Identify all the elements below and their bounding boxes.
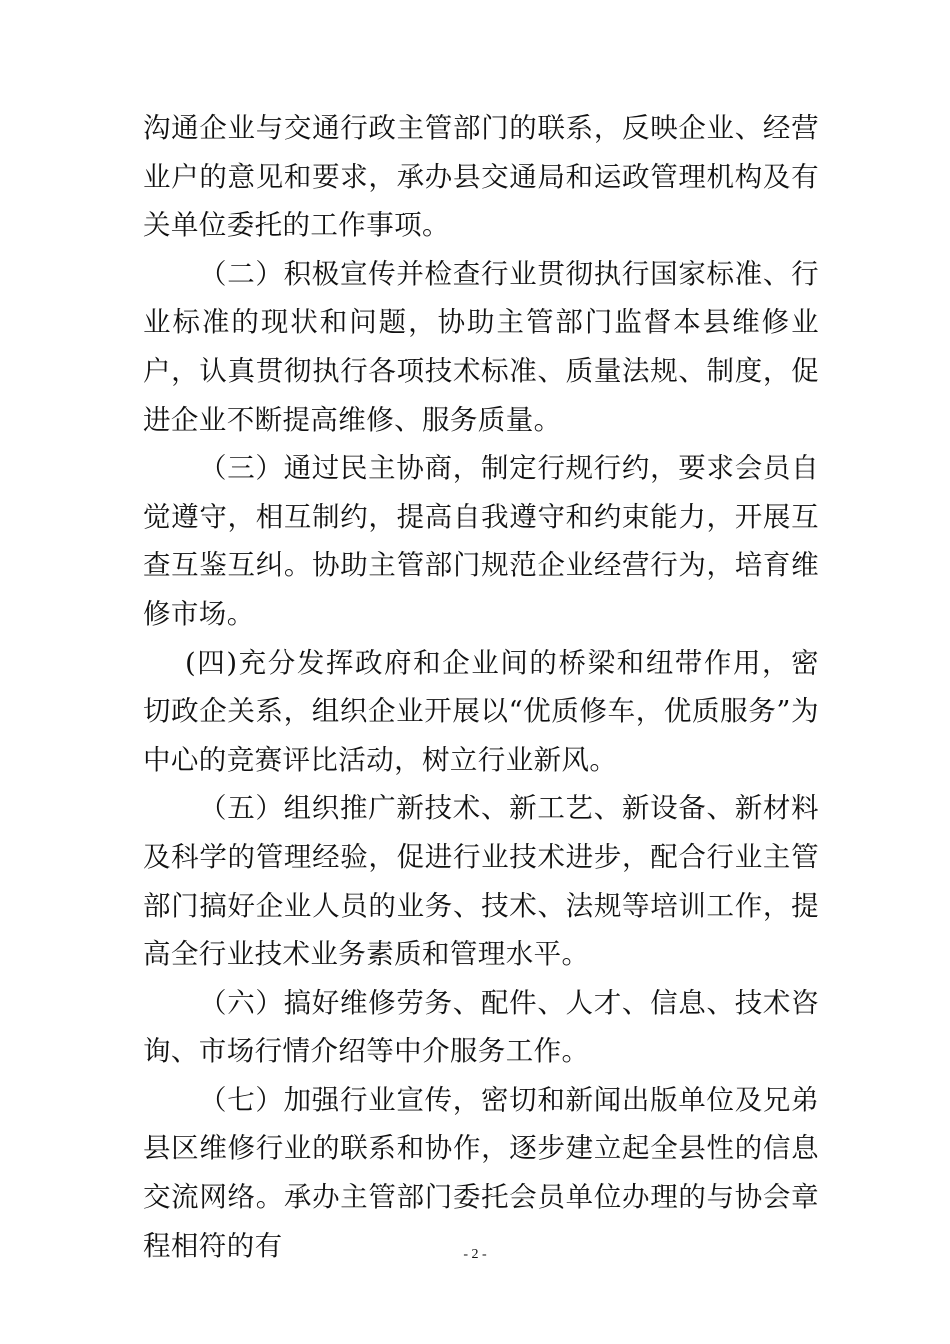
paragraph-item-5: （五）组织推广新技术、新工艺、新设备、新材料及科学的管理经验，促进行业技术进步，配合行业主管部门搞好企业人员的业务、技术、法规等培训工作，提高全行业技术业务素质和管理水平。 — [143, 792, 819, 971]
paragraph-item-6: （六）搞好维修劳务、配件、人才、信息、技术咨询、市场行情介绍等中介服务工作。 — [143, 986, 819, 1068]
page-number: - 2 - — [463, 1247, 487, 1262]
paragraph-item-2: （二）积极宣传并检查行业贯彻执行国家标准、行业标准的现状和问题，协助主管部门监督本县维修业户，认真贯彻执行各项技术标准、质量法规、制度，促进企业不断提高维修、服务质量。 — [143, 257, 819, 436]
document-body — [143, 104, 819, 1270]
paragraph-item-3: （三）通过民主协商，制定行规行约，要求会员自觉遵守，相互制约，提高自我遵守和约束能力，开展互查互鉴互纠。协助主管部门规范企业经营行为，培育维修市场。 — [143, 452, 819, 630]
paragraph-item-7: （七）加强行业宣传，密切和新闻出版单位及兄弟县区维修行业的联系和协作，逐步建立起全县性的信息交流网络。承办主管部门委托会员单位办理的与协会章程相符的有 — [143, 1083, 819, 1262]
paragraph-item-4: (四)充分发挥政府和企业间的桥梁和纽带作用，密切政企关系，组织企业开展以“优质修车，优质服务”为中心的竞赛评比活动，树立行业新风。 — [143, 646, 819, 776]
paragraph-continuation: 沟通企业与交通行政主管部门的联系，反映企业、经营业户的意见和要求，承办县交通局和运政管理机构及有关单位委托的工作事项。 — [143, 112, 819, 242]
